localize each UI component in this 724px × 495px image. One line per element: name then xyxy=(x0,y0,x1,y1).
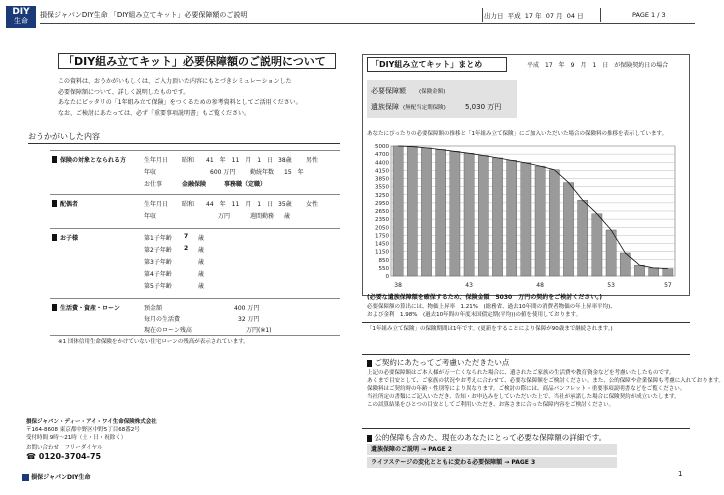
guide-links xyxy=(367,444,617,468)
spouse-label: 配偶者 xyxy=(50,199,138,208)
phone-number: ☎ 0120-3704-75 xyxy=(26,452,102,461)
bar xyxy=(521,163,531,276)
document-header-title: 損保ジャパンDIY生命 「DIY組み立てキット」必要保障額のご説明 xyxy=(40,11,248,19)
intro-text: この資料は、おうかがいもしくは、ご入力頂いた内容にもとづきシミュレーションした 必要保障額について、詳しく説明したものです。 あなたにピッタリの「1年組み立て保険」をつくるための参考資料としてご活用ください。 なお、ご検討にあたっては、必ず「重要事項説明書」もご覧ください。 xyxy=(58,78,302,117)
bar xyxy=(634,265,644,276)
bar xyxy=(663,269,673,276)
coverage-chart xyxy=(365,142,683,290)
summary-date: 平成 17 年 9 月 1 日 が保険契約日の場合 xyxy=(527,62,669,69)
insured-job: 金融保険 事務職（定職） xyxy=(182,181,267,188)
section-marker-icon xyxy=(367,360,372,367)
y-tick-label: 4400 xyxy=(375,160,389,167)
advice-title: ご契約にあたってご考慮いただきたい点 xyxy=(367,357,509,368)
insured-income: 600 万円 xyxy=(210,169,236,176)
coverage-bar-chart xyxy=(365,142,683,290)
bar xyxy=(421,148,431,276)
main-title: 「DIY組み立てキット」必要保障額のご説明について xyxy=(58,53,336,69)
phone-icon: ☎ xyxy=(26,452,36,461)
y-tick-label: 1750 xyxy=(375,233,389,240)
x-tick-label: 43 xyxy=(465,282,473,289)
bar xyxy=(478,155,488,276)
x-tick-label: 57 xyxy=(664,282,672,289)
guide-title: 公的保障も含めた、現在のあなたにとって必要な保障額の詳細です。 xyxy=(367,432,606,443)
children-label: お子様 xyxy=(50,233,138,242)
bar xyxy=(492,158,502,276)
savings-value: 400 万円 xyxy=(234,305,260,312)
y-tick-label: 2950 xyxy=(375,200,389,207)
y-tick-label: 0 xyxy=(385,274,389,280)
bar xyxy=(563,183,573,276)
guide-link-page3[interactable]: ライフステージの変化とともに変わる必要保障額 → PAGE 3 xyxy=(367,457,617,468)
spouse-row: 配偶者 生年月日 昭和 44 年 11 月 1 日 35歳 女性 年収 万円 週間勤務 歳 xyxy=(50,194,340,224)
bar xyxy=(464,153,474,276)
y-tick-label: 2350 xyxy=(375,217,389,224)
y-tick-label: 850 xyxy=(378,257,389,264)
living-cost-value: 32 万円 xyxy=(238,316,260,323)
bar xyxy=(436,150,446,276)
note-line-2: および金利 1.98% (過去10年間の年度末国債定期(平均))の値を使用しております。 xyxy=(367,312,582,318)
summary-title: 「DIY組み立てキット」まとめ xyxy=(367,57,507,72)
x-tick-label: 48 xyxy=(536,282,544,289)
living-label: 生活費・資産・ローン xyxy=(50,303,138,312)
brand-logo: DIY 生命 xyxy=(6,6,36,28)
y-tick-label: 4700 xyxy=(375,152,389,159)
chart-caption: あなたにぴったりの必要保障額の推移と「1年組み立て保険」にご加入いただいた場合の保険料の推移を表示しています。 xyxy=(367,131,668,137)
insured-row: 保険の対象となられる方 生年月日 昭和 41 年 11 月 1 日 38歳 男性 年収 600 万円 勤続年数 15 年 お仕事 金融保険 事務職（定職） xyxy=(50,150,340,192)
spouse-birthdate: 昭和 44 年 11 月 1 日 xyxy=(182,201,274,208)
bar xyxy=(606,230,616,276)
note-line-1: 必要保障額の算出には、物価上昇率 1.21% (総務省、過去10年間の消費者物価の年上昇率平均)、 xyxy=(367,304,616,310)
bar xyxy=(649,268,659,276)
section-marker-icon xyxy=(367,435,372,442)
page-number: 1 xyxy=(678,470,683,478)
bar xyxy=(393,146,403,276)
x-tick-label: 53 xyxy=(607,282,615,289)
insured-label: 保険の対象となられる方 xyxy=(50,155,138,164)
living-row: 生活費・資産・ローン 預金額 400 万円 毎月の生活費 32 万円 現在のローン残高 万円(※1) xyxy=(50,298,340,334)
footer-logo-icon xyxy=(22,474,29,481)
guide-link-page2[interactable]: 遺族保障のご説明 → PAGE 2 xyxy=(367,444,617,455)
header-rule xyxy=(40,23,695,24)
hearing-section-title: おうかがいした内容 xyxy=(28,132,100,141)
bar xyxy=(535,166,545,276)
y-tick-label: 3550 xyxy=(375,184,389,191)
bar xyxy=(592,214,602,276)
y-tick-label: 1150 xyxy=(375,249,389,256)
y-tick-label: 550 xyxy=(378,265,389,272)
footer-logo: 損保ジャパンDIY生命 xyxy=(22,472,91,481)
advice-text: 上記の必要保障額はご本人様が万一亡くなられた場合に、遺されたご家族の生活費や教育資金などを考慮いたしたものです。 あくまで目安として、ご家族の状況やお考えに合わせて、必要な保障額をご検討ください。また、公的保障や企業保障も考慮に入れております。 保険料はご契約時の年齢・性別等により異なります。ご検討の際には、商品パンフレット・重要事項説明書などをご覧ください。 当社所定の書類にご記入いただき、告知・お申込みをしていただいた上で、当社が承諾した場合に保険契約が成立いたします。 この試算結果をひとつの目安としてご利用いただき、お客さまに合った保障内容をご検討ください。 xyxy=(367,370,724,408)
bar xyxy=(549,170,559,276)
insured-birthdate: 昭和 41 年 11 月 1 日 xyxy=(182,157,274,164)
required-amount-box: 必要保障額 (保険金額) 遺族保障 (無配当定期保険) 5,030 万円 xyxy=(367,80,517,118)
footnote: ※1 団体信用生命保険をかけていない住宅ローンの残高が表示されています。 xyxy=(58,339,249,345)
x-tick-label: 38 xyxy=(394,282,402,289)
bar xyxy=(450,151,460,276)
y-tick-label: 3850 xyxy=(375,176,389,183)
page-indicator: PAGE 1 / 3 xyxy=(632,11,666,19)
company-info: 損保ジャパン・ディー・アイ・ワイ生命保険株式会社 〒164-8608 東京都中野区中野5丁目68番2号 受付時間 9時～21時（土・日・祝除く） お問い合わせ フリーダイヤル ☎ 0120-3704-75 xyxy=(26,419,157,461)
bar xyxy=(507,160,517,276)
children-row: お子様 第1子年齢 7 歳 第2子年齢 2 歳 第3子年齢 歳 第4子年齢 歳 第5子年齢 歳 xyxy=(50,228,340,292)
y-tick-label: 3250 xyxy=(375,192,389,199)
output-date: 出力日 平成 17 年 07 月 04 日 xyxy=(484,12,584,20)
y-tick-label: 1450 xyxy=(375,241,389,248)
loan-value: 万円(※1) xyxy=(246,327,272,334)
y-tick-label: 2650 xyxy=(375,209,389,215)
note-line-3: 「1年組み立て保険」の保険期間は1年です。(更新をすることにより保障が90歳まで継続されます。) xyxy=(367,326,613,332)
death-benefit-value: 5,030 万円 xyxy=(465,103,502,111)
notice-text: (必要な遺族保障額を確保するため、保険金額 5030 万円の契約をご検討ください。) xyxy=(367,294,602,301)
y-tick-label: 4150 xyxy=(375,168,389,175)
bar xyxy=(407,147,417,276)
y-tick-label: 2050 xyxy=(375,225,389,232)
y-tick-label: 5000 xyxy=(375,144,389,150)
bar xyxy=(578,200,588,276)
